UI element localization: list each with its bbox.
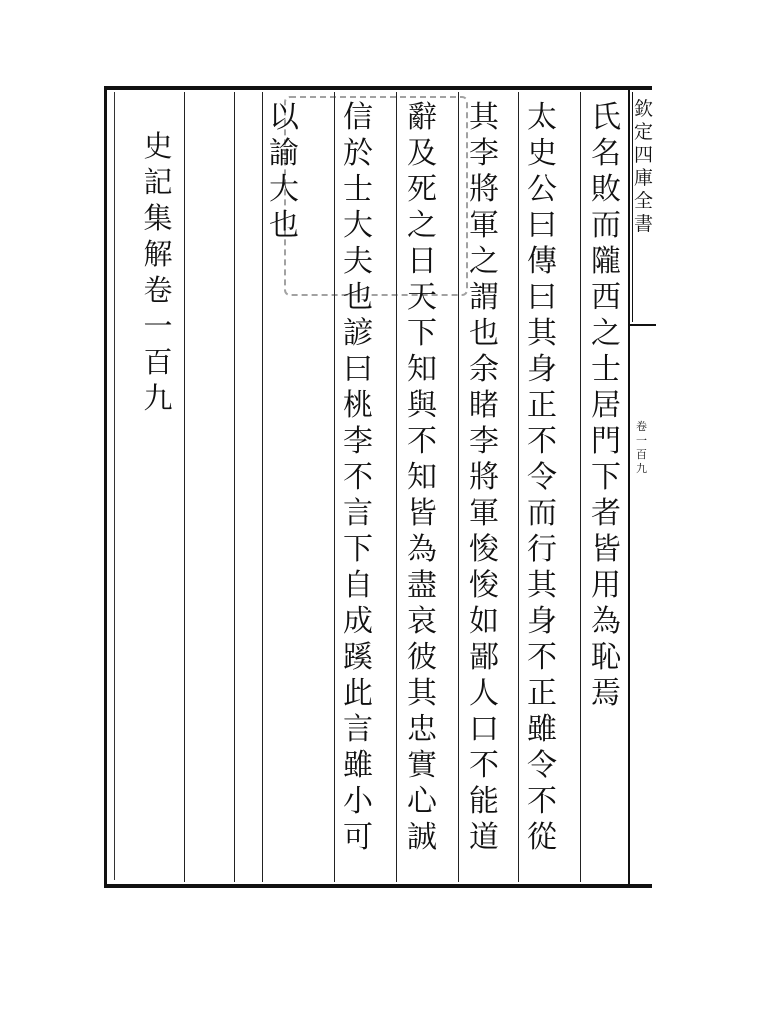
frame-right-border <box>628 86 630 886</box>
text-column-2: 太史公曰傳曰其身正不令而行其身不正雖令不從 <box>527 100 557 855</box>
margin-title: 欽定四庫全書 <box>634 98 654 235</box>
column-rule <box>518 92 519 882</box>
frame-bottom-border <box>104 884 652 888</box>
text-column-4: 辭及死之日天下知與不知皆為盡哀彼其忠實心誠 <box>407 100 437 855</box>
margin-volume: 卷一百九 <box>636 420 647 475</box>
margin-divider <box>630 324 656 326</box>
text-column-3: 其李將軍之謂也余睹李將軍悛悛如鄙人口不能道 <box>469 100 499 855</box>
text-column-1: 氏名敗而隴西之士居門下者皆用為恥焉 <box>591 100 621 711</box>
text-column-6: 以諭大也 <box>269 100 299 243</box>
book-title-column: 史記集解卷一百九 <box>143 129 173 415</box>
frame-top-border <box>104 86 652 90</box>
column-rule <box>262 92 263 882</box>
seal-stamp <box>284 96 468 296</box>
column-rule <box>580 92 581 882</box>
frame-left-inner-border <box>114 92 115 880</box>
column-rule <box>234 92 235 882</box>
column-rule <box>184 92 185 882</box>
text-column-5: 信於士大夫也諺曰桃李不言下自成蹊此言雖小可 <box>343 100 373 855</box>
frame-left-border <box>104 86 107 886</box>
